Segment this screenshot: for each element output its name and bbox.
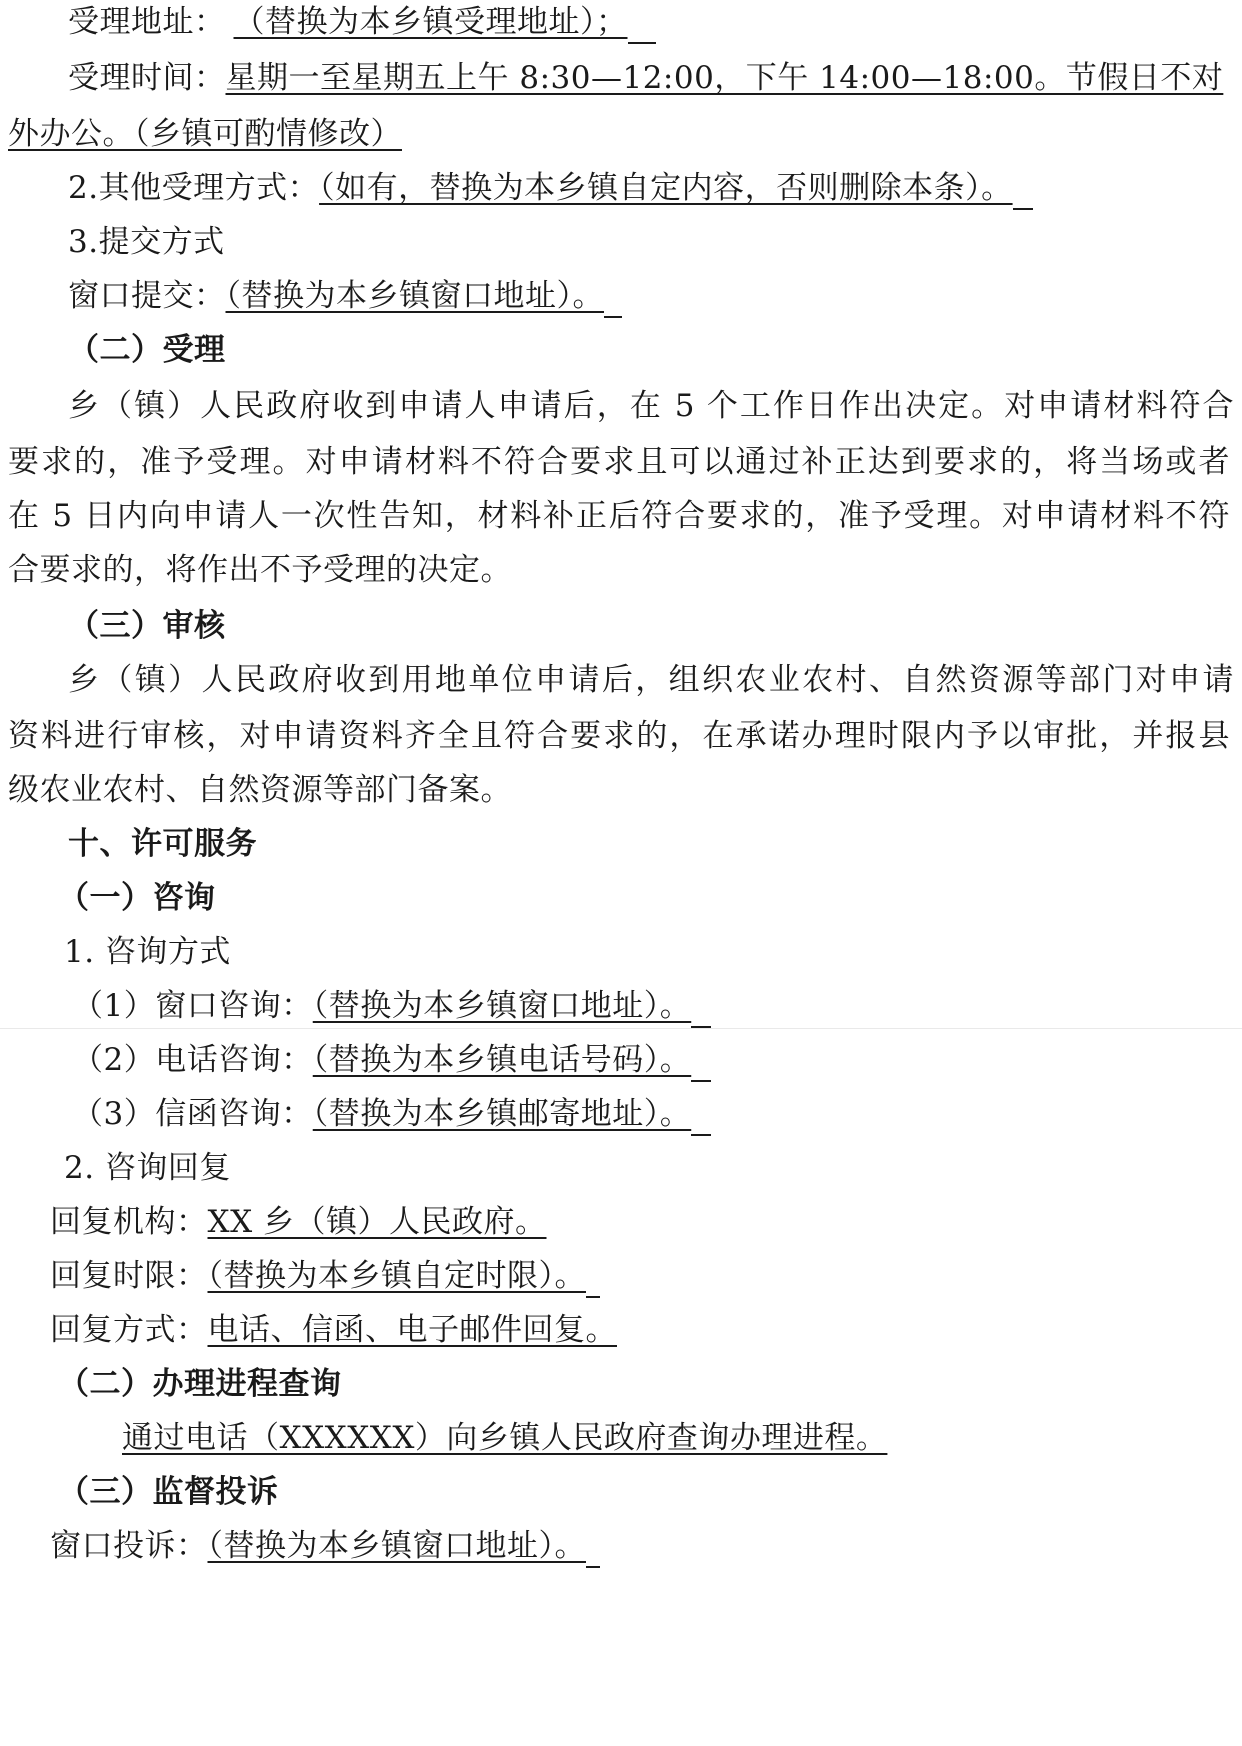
accept-paragraph-line-1: 乡（镇）人民政府收到申请人申请后，在 5 个工作日作出决定。对申请材料符合 [68, 388, 1234, 424]
reply-deadline-label: 回复时限： [50, 1258, 208, 1294]
accept-paragraph-line-2: 要求的，准予受理。对申请材料不符合要求且可以通过补正达到要求的，将当场或者 [8, 444, 1230, 480]
accept-time-line-cont [8, 112, 402, 156]
reply-method-value: 电话、信函、电子邮件回复。 [207, 1312, 617, 1348]
window-complaint-label: 窗口投诉： [50, 1528, 208, 1564]
accept-time-line [68, 56, 1223, 100]
window-complaint-value: （替换为本乡镇窗口地址）。 [207, 1528, 586, 1564]
consult-phone-label: （2）电话咨询： [72, 1042, 313, 1078]
section-service-heading: 十、许可服务 [68, 826, 257, 862]
window-submit-line [68, 274, 622, 318]
consult-window-line [72, 984, 711, 1028]
consult-letter-value: （替换为本乡镇邮寄地址）。 [312, 1096, 692, 1132]
reply-agency-line [50, 1200, 547, 1244]
consult-window-label: （1）窗口咨询： [72, 988, 313, 1024]
reply-method-label: 回复方式： [50, 1312, 208, 1348]
reply-deadline-line [50, 1254, 600, 1298]
section-complaint-heading: （三）监督投诉 [58, 1474, 279, 1510]
scan-artifact [0, 1028, 1242, 1029]
accept-paragraph-line-4: 合要求的，将作出不予受理的决定。 [8, 552, 512, 588]
submit-method-heading: 3.提交方式 [68, 224, 225, 260]
window-submit-value: （替换为本乡镇窗口地址）。 [225, 278, 604, 314]
review-paragraph-line-3: 级农业农村、自然资源等部门备案。 [8, 772, 512, 808]
accept-address-value: （替换为本乡镇受理地址）； [233, 4, 628, 40]
section-review-heading: （三）审核 [68, 608, 226, 644]
review-paragraph-line-1: 乡（镇）人民政府收到用地单位申请后，组织农业农村、自然资源等部门对申请 [68, 662, 1234, 698]
consult-letter-label: （3）信函咨询： [72, 1096, 313, 1132]
window-complaint-line [50, 1524, 600, 1568]
consult-window-value: （替换为本乡镇窗口地址）。 [312, 988, 692, 1024]
reply-agency-label: 回复机构： [50, 1204, 208, 1240]
accept-paragraph-line-3: 在 5 日内向申请人一次性告知，材料补正后符合要求的，准予受理。对申请材料不符 [8, 498, 1230, 534]
consult-phone-value: （替换为本乡镇电话号码）。 [312, 1042, 692, 1078]
section-accept-heading: （二）受理 [68, 332, 226, 368]
progress-query-line [122, 1416, 887, 1460]
consult-method-heading: 1. 咨询方式 [64, 934, 231, 970]
section-consult-heading: （一）咨询 [58, 880, 216, 916]
accept-time-value: 星期一至星期五上午 8:30—12:00，下午 14:00—18:00。节假日不对 [225, 60, 1224, 96]
window-submit-label: 窗口提交： [68, 278, 226, 314]
other-accept-value: （如有，替换为本乡镇自定内容，否则删除本条）。 [319, 170, 1013, 206]
accept-time-label: 受理时间： [68, 60, 226, 96]
consult-phone-line [72, 1038, 711, 1082]
accept-address-line [68, 0, 656, 44]
review-paragraph-line-2: 资料进行审核，对申请资料齐全且符合要求的，在承诺办理时限内予以审批，并报县 [8, 718, 1230, 754]
accept-time-value-cont: 外办公。（乡镇可酌情修改） [8, 116, 402, 152]
consult-letter-line [72, 1092, 711, 1136]
progress-query-value: 通过电话（XXXXXX）向乡镇人民政府查询办理进程。 [122, 1420, 888, 1456]
other-accept-line [68, 166, 1033, 210]
reply-agency-value: XX 乡（镇）人民政府。 [207, 1204, 547, 1240]
reply-deadline-value: （替换为本乡镇自定时限）。 [207, 1258, 586, 1294]
consult-reply-heading: 2. 咨询回复 [64, 1150, 231, 1186]
accept-address-label: 受理地址： [68, 4, 226, 40]
reply-method-line [50, 1308, 617, 1352]
section-progress-heading: （二）办理进程查询 [58, 1366, 342, 1402]
other-accept-label: 2.其他受理方式： [68, 170, 320, 206]
